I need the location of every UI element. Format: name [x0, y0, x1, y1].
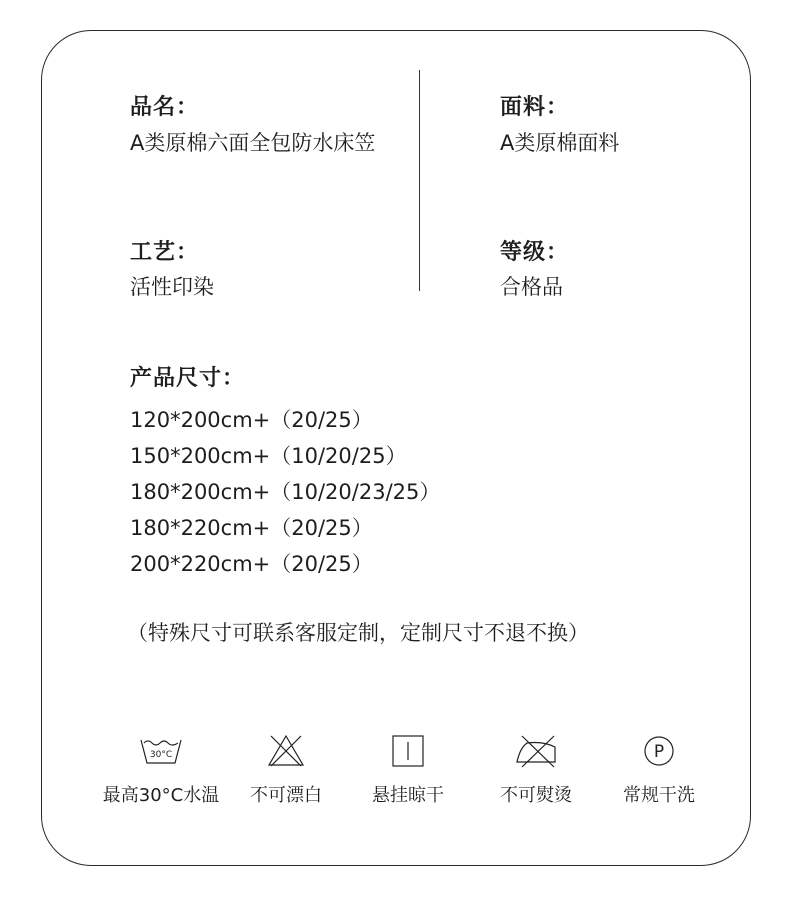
process-value: 活性印染: [130, 275, 214, 299]
care-item-dryclean: [584, 734, 734, 807]
size-item: 180*220cm+（20/25）: [130, 516, 373, 540]
care-label: 不可漂白: [250, 785, 322, 806]
no-bleach-icon: [263, 734, 309, 768]
hang-dry-icon: [385, 734, 431, 768]
size-item: 180*200cm+（10/20/23/25）: [130, 480, 441, 504]
size-item: 150*200cm+（10/20/25）: [130, 444, 407, 468]
no-iron-icon: [513, 734, 559, 768]
care-label: 常规干洗: [623, 785, 695, 806]
wash-30-icon: [138, 734, 184, 768]
product-name-value: A类原棉六面全包防水床笠: [130, 131, 376, 155]
custom-size-note: （特殊尺寸可联系客服定制，定制尺寸不退不换）: [127, 621, 589, 645]
grade-label: 等级：: [500, 240, 570, 265]
fabric-value: A类原棉面料: [500, 131, 620, 155]
grade-value: 合格品: [500, 275, 563, 299]
size-item: 120*200cm+（20/25）: [130, 408, 373, 432]
product-name-label: 品名：: [130, 95, 200, 120]
sizes-label: 产品尺寸：: [130, 366, 246, 391]
size-item: 200*220cm+（20/25）: [130, 552, 373, 576]
care-label: 悬挂晾干: [372, 785, 444, 806]
dry-clean-p-icon: [636, 734, 682, 768]
care-label: 不可熨烫: [500, 785, 572, 806]
wash-temp-text: 30°C: [149, 750, 173, 760]
fabric-label: 面料：: [500, 95, 570, 120]
column-divider: [419, 70, 420, 291]
process-label: 工艺：: [130, 240, 200, 265]
care-label: 最高30°C水温: [102, 785, 220, 806]
size-list: [130, 404, 440, 584]
dry-clean-letter: P: [653, 742, 665, 762]
